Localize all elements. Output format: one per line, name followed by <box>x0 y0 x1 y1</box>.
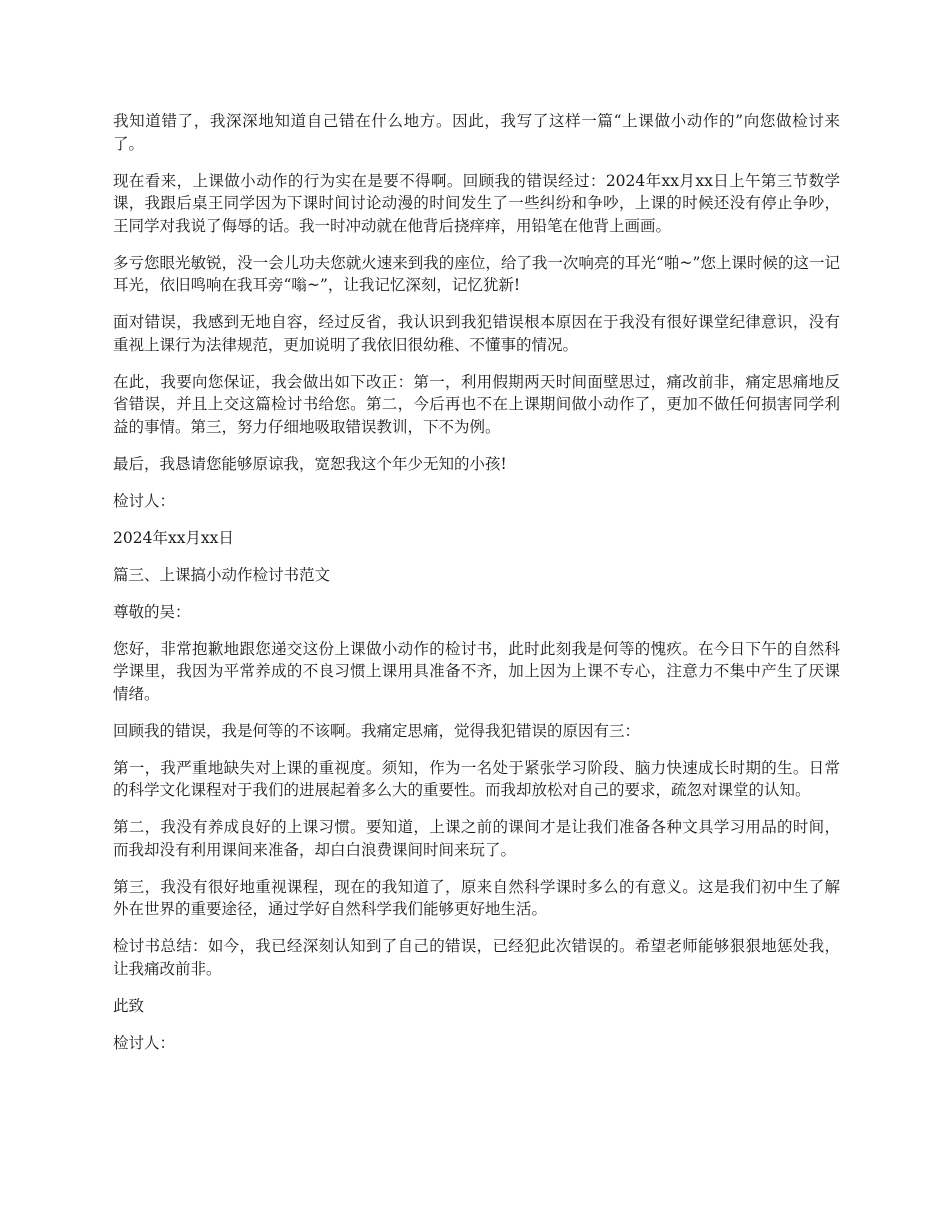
paragraph: 最后，我恳请您能够原谅我，宽恕我这个年少无知的小孩! <box>113 454 507 473</box>
paragraph: 面对错误，我感到无地自容，经过反省，我认识到我犯错误根本原因在于我没有很好课堂纪律意识，没有重视上课行为法律规范，更加说明了我依旧很幼稚、不懂事的情况。 <box>113 313 840 354</box>
paragraph: 在此，我要向您保证，我会做出如下改正：第一，利用假期两天时间面壁思过，痛改前非，痛定思痛地反省错误，并且上交这篇检讨书给您。第二，今后再也不在上课期间做小动作了，更加不做任何损害同学利益的事情。第三，努力仔细地吸取错误教训，下不为例。 <box>113 372 840 436</box>
salutation: 尊敬的吴： <box>113 602 191 621</box>
section-heading: 篇三、上课搞小动作检讨书范文 <box>113 565 331 584</box>
paragraph: 您好，非常抱歉地跟您递交这份上课做小动作的检讨书，此时此刻我是何等的愧疚。在今日下午的自然科学课里，我因为平常养成的不良习惯上课用具准备不齐，加上因为上课不专心，注意力不集中产生了厌课情绪。 <box>113 639 840 703</box>
document-body <box>113 110 840 1069</box>
paragraph: 多亏您眼光敏锐，没一会儿功夫您就火速来到我的座位，给了我一次响亮的耳光“啪~”您上课时候的这一记耳光，依旧鸣响在我耳旁“嗡~”，让我记忆深刻，记忆犹新! <box>113 253 840 294</box>
paragraph: 第二，我没有养成良好的上课习惯。要知道，上课之前的课间才是让我们准备各种文具学习用品的时间，而我却没有利用课间来准备，却白白浪费课间时间来玩了。 <box>113 818 840 859</box>
paragraph: 回顾我的错误，我是何等的不该啊。我痛定思痛，觉得我犯错误的原因有三： <box>113 721 641 740</box>
paragraph: 检讨书总结：如今，我已经深刻认知到了自己的错误，已经犯此次错误的。希望老师能够狠狠地惩处我，让我痛改前非。 <box>113 937 840 978</box>
closing: 此致 <box>113 996 145 1015</box>
date-line: 2024年xx月xx日 <box>113 528 234 547</box>
signature-label: 检讨人： <box>113 1033 176 1052</box>
paragraph: 现在看来，上课做小动作的行为实在是要不得啊。回顾我的错误经过：2024年xx月xx日上午第三节数学课，我跟后桌王同学因为下课时间讨论动漫的时间发生了一些纠纷和争吵，上课的时候还没有停止争吵，王同学对我说了侮辱的话。我一时冲动就在他背后挠痒痒，用铅笔在他背上画画。 <box>113 171 840 235</box>
paragraph: 我知道错了，我深深地知道自己错在什么地方。因此，我写了这样一篇“上课做小动作的”向您做检讨来了。 <box>113 112 840 153</box>
paragraph: 第三，我没有很好地重视课程，现在的我知道了，原来自然科学课时多么的有意义。这是我们初中生了解外在世界的重要途径，通过学好自然科学我们能够更好地生活。 <box>113 877 840 918</box>
paragraph: 第一，我严重地缺失对上课的重视度。须知，作为一名处于紧张学习阶段、脑力快速成长时期的生。日常的科学文化课程对于我们的进展起着多么大的重要性。而我却放松对自己的要求，疏忽对课堂的认知。 <box>113 758 840 799</box>
signature-label: 检讨人： <box>113 491 176 510</box>
